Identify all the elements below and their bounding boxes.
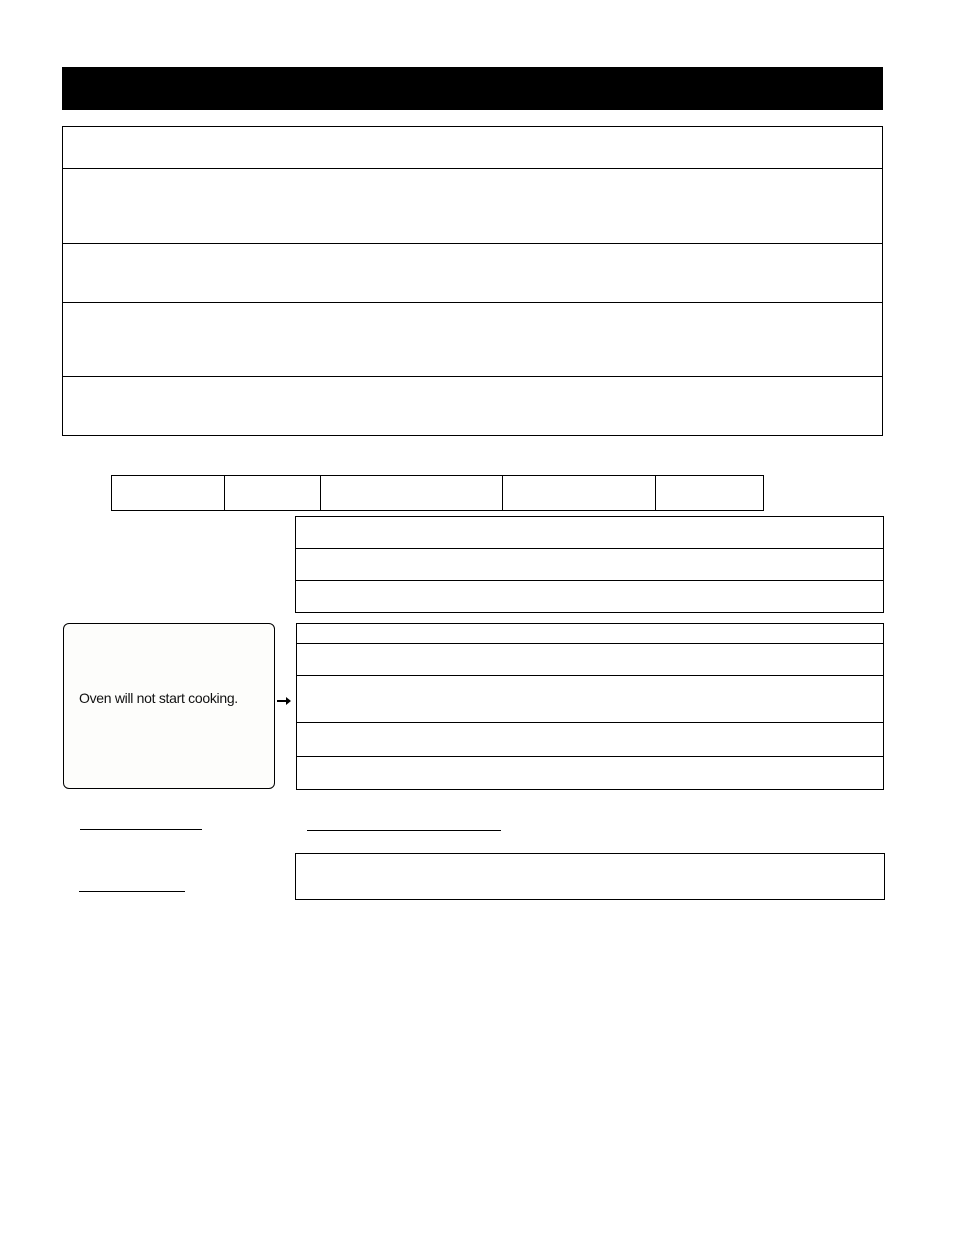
note-box (295, 853, 885, 900)
header-cell (225, 476, 321, 510)
table-row (63, 303, 882, 377)
list-item (297, 624, 883, 644)
header-cell (321, 476, 503, 510)
symptom-box (63, 623, 275, 789)
table-row (63, 127, 882, 169)
table-row (63, 169, 882, 244)
list-item (296, 549, 883, 581)
header-cell (656, 476, 763, 510)
column-header-strip (111, 475, 764, 511)
underline-rule (79, 891, 185, 892)
list-item (297, 723, 883, 757)
list-item (296, 581, 883, 612)
check-list-top (295, 516, 884, 613)
header-cell (503, 476, 656, 510)
header-cell (112, 476, 225, 510)
list-item (296, 517, 883, 549)
list-item (297, 757, 883, 789)
table-row (63, 377, 882, 435)
table-row (63, 244, 882, 303)
symptom-text: Oven will not start cooking. (79, 690, 238, 706)
info-table (62, 126, 883, 436)
section-header-bar (62, 67, 883, 110)
list-item (297, 676, 883, 723)
list-item (297, 644, 883, 676)
arrow-right-icon (276, 693, 292, 709)
check-list-causes (296, 623, 884, 790)
underline-rule (80, 829, 202, 830)
underline-rule (307, 830, 501, 831)
